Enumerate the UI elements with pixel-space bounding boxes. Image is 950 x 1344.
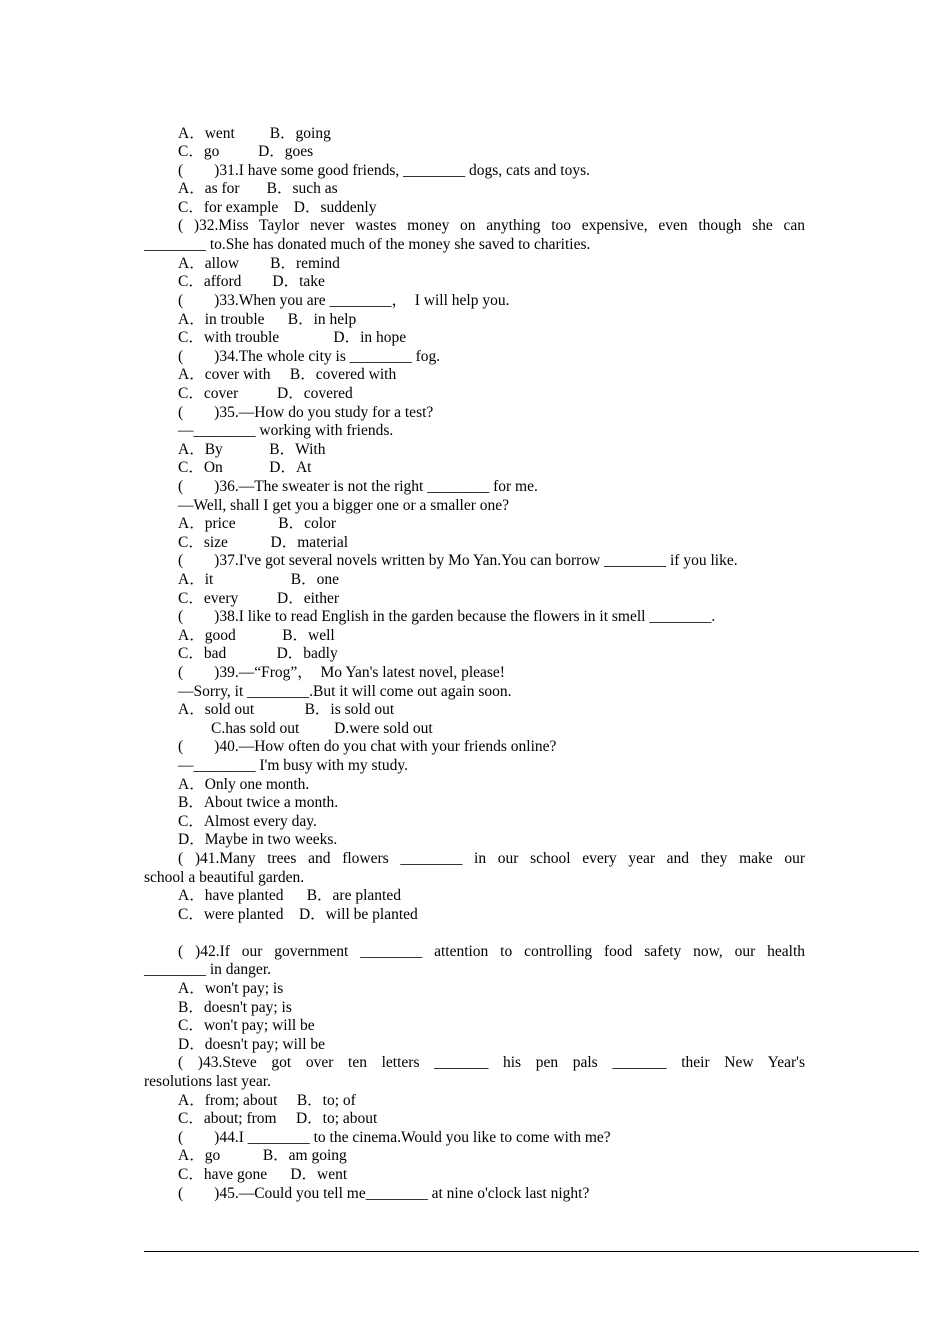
text-line: A．from; about B．to; of — [178, 1092, 356, 1109]
text-line: A．good B．well — [178, 627, 335, 644]
text-line: C.has sold out D.were sold out — [211, 720, 433, 737]
text-line: D．Maybe in two weeks. — [178, 831, 338, 848]
text-line: ( )35.—How do you study for a test? — [178, 404, 434, 421]
text-line: A．allow B．remind — [178, 255, 340, 272]
text-line: C．size D．material — [178, 534, 349, 551]
text-line: C．cover D．covered — [178, 385, 353, 402]
text-line: C．were planted D．will be planted — [178, 906, 418, 923]
text-line: ( )44.I ________ to the cinema.Would you like to come with me? — [178, 1129, 611, 1146]
text-line: A．go B．am going — [178, 1147, 347, 1164]
text-line: B．About twice a month. — [178, 794, 339, 811]
text-line: A．sold out B．is sold out — [178, 701, 395, 718]
text-line: ________ in danger. — [144, 961, 271, 978]
text-line: ( )36.—The sweater is not the right ________ for me. — [178, 478, 538, 495]
text-line: —________ working with friends. — [178, 422, 394, 439]
text-line: C．Almost every day. — [178, 813, 317, 830]
text-line: —________ I'm busy with my study. — [178, 757, 408, 774]
text-line: A．have planted B．are planted — [178, 887, 401, 904]
text-line: school a beautiful garden. — [144, 869, 305, 886]
text-line: ( )39.—“Frog”， Mo Yan's latest novel, please! — [178, 664, 505, 681]
text-line: ( )40.—How often do you chat with your friends online? — [178, 738, 557, 755]
text-line: C．won't pay; will be — [178, 1017, 315, 1034]
text-line: ________ to.She has donated much of the money she saved to charities. — [144, 236, 591, 253]
text-line: ( )41.Many trees and flowers ________ in our school every year and they make our — [178, 850, 805, 867]
text-line: A．cover with B．covered with — [178, 366, 397, 383]
text-line: —Sorry, it ________.But it will come out again soon. — [178, 683, 512, 700]
text-line: C．afford D．take — [178, 273, 325, 290]
text-line: A．Only one month. — [178, 776, 310, 793]
text-line: ( )43.Steve got over ten letters _______ his pen pals _______ their New Year's — [178, 1054, 805, 1071]
text-line: A．By B．With — [178, 441, 326, 458]
text-line: C．with trouble D．in hope — [178, 329, 407, 346]
text-line: ( )32.Miss Taylor never wastes money on anything too expensive, even though she can — [178, 217, 805, 234]
text-line: C．every D．either — [178, 590, 339, 607]
text-line: B．doesn't pay; is — [178, 999, 292, 1016]
text-line: ( )34.The whole city is ________ fog. — [178, 348, 441, 365]
text-line: C．have gone D．went — [178, 1166, 348, 1183]
text-line: A．as for B．such as — [178, 180, 338, 197]
text-line: C．bad D．badly — [178, 645, 338, 662]
text-line: A．in trouble B．in help — [178, 311, 357, 328]
text-line: A．went B．going — [178, 125, 331, 142]
text-line: ( )38.I like to read English in the garden because the flowers in it smell ________. — [178, 608, 716, 625]
text-line: resolutions last year. — [144, 1073, 271, 1090]
text-line: C．for example D．suddenly — [178, 199, 377, 216]
text-line: ( )33.When you are ________， I will help you. — [178, 292, 510, 309]
footer-rule — [144, 1251, 919, 1252]
text-line: A．won't pay; is — [178, 980, 284, 997]
text-line: ( )45.—Could you tell me________ at nine o'clock last night? — [178, 1185, 590, 1202]
text-line: ( )42.If our government ________ attention to controlling food safety now, our health — [178, 943, 805, 960]
text-line: C．about; from D．to; about — [178, 1110, 378, 1127]
text-line: A．price B．color — [178, 515, 336, 532]
text-line: ( )37.I've got several novels written by Mo Yan.You can borrow ________ if you like. — [178, 552, 738, 569]
text-line: —Well, shall I get you a bigger one or a smaller one? — [178, 497, 510, 514]
text-line: A．it B．one — [178, 571, 340, 588]
text-line: C．go D．goes — [178, 143, 314, 160]
text-line: C．On D．At — [178, 459, 312, 476]
text-line: D．doesn't pay; will be — [178, 1036, 326, 1053]
text-line: ( )31.I have some good friends, ________ dogs, cats and toys. — [178, 162, 590, 179]
